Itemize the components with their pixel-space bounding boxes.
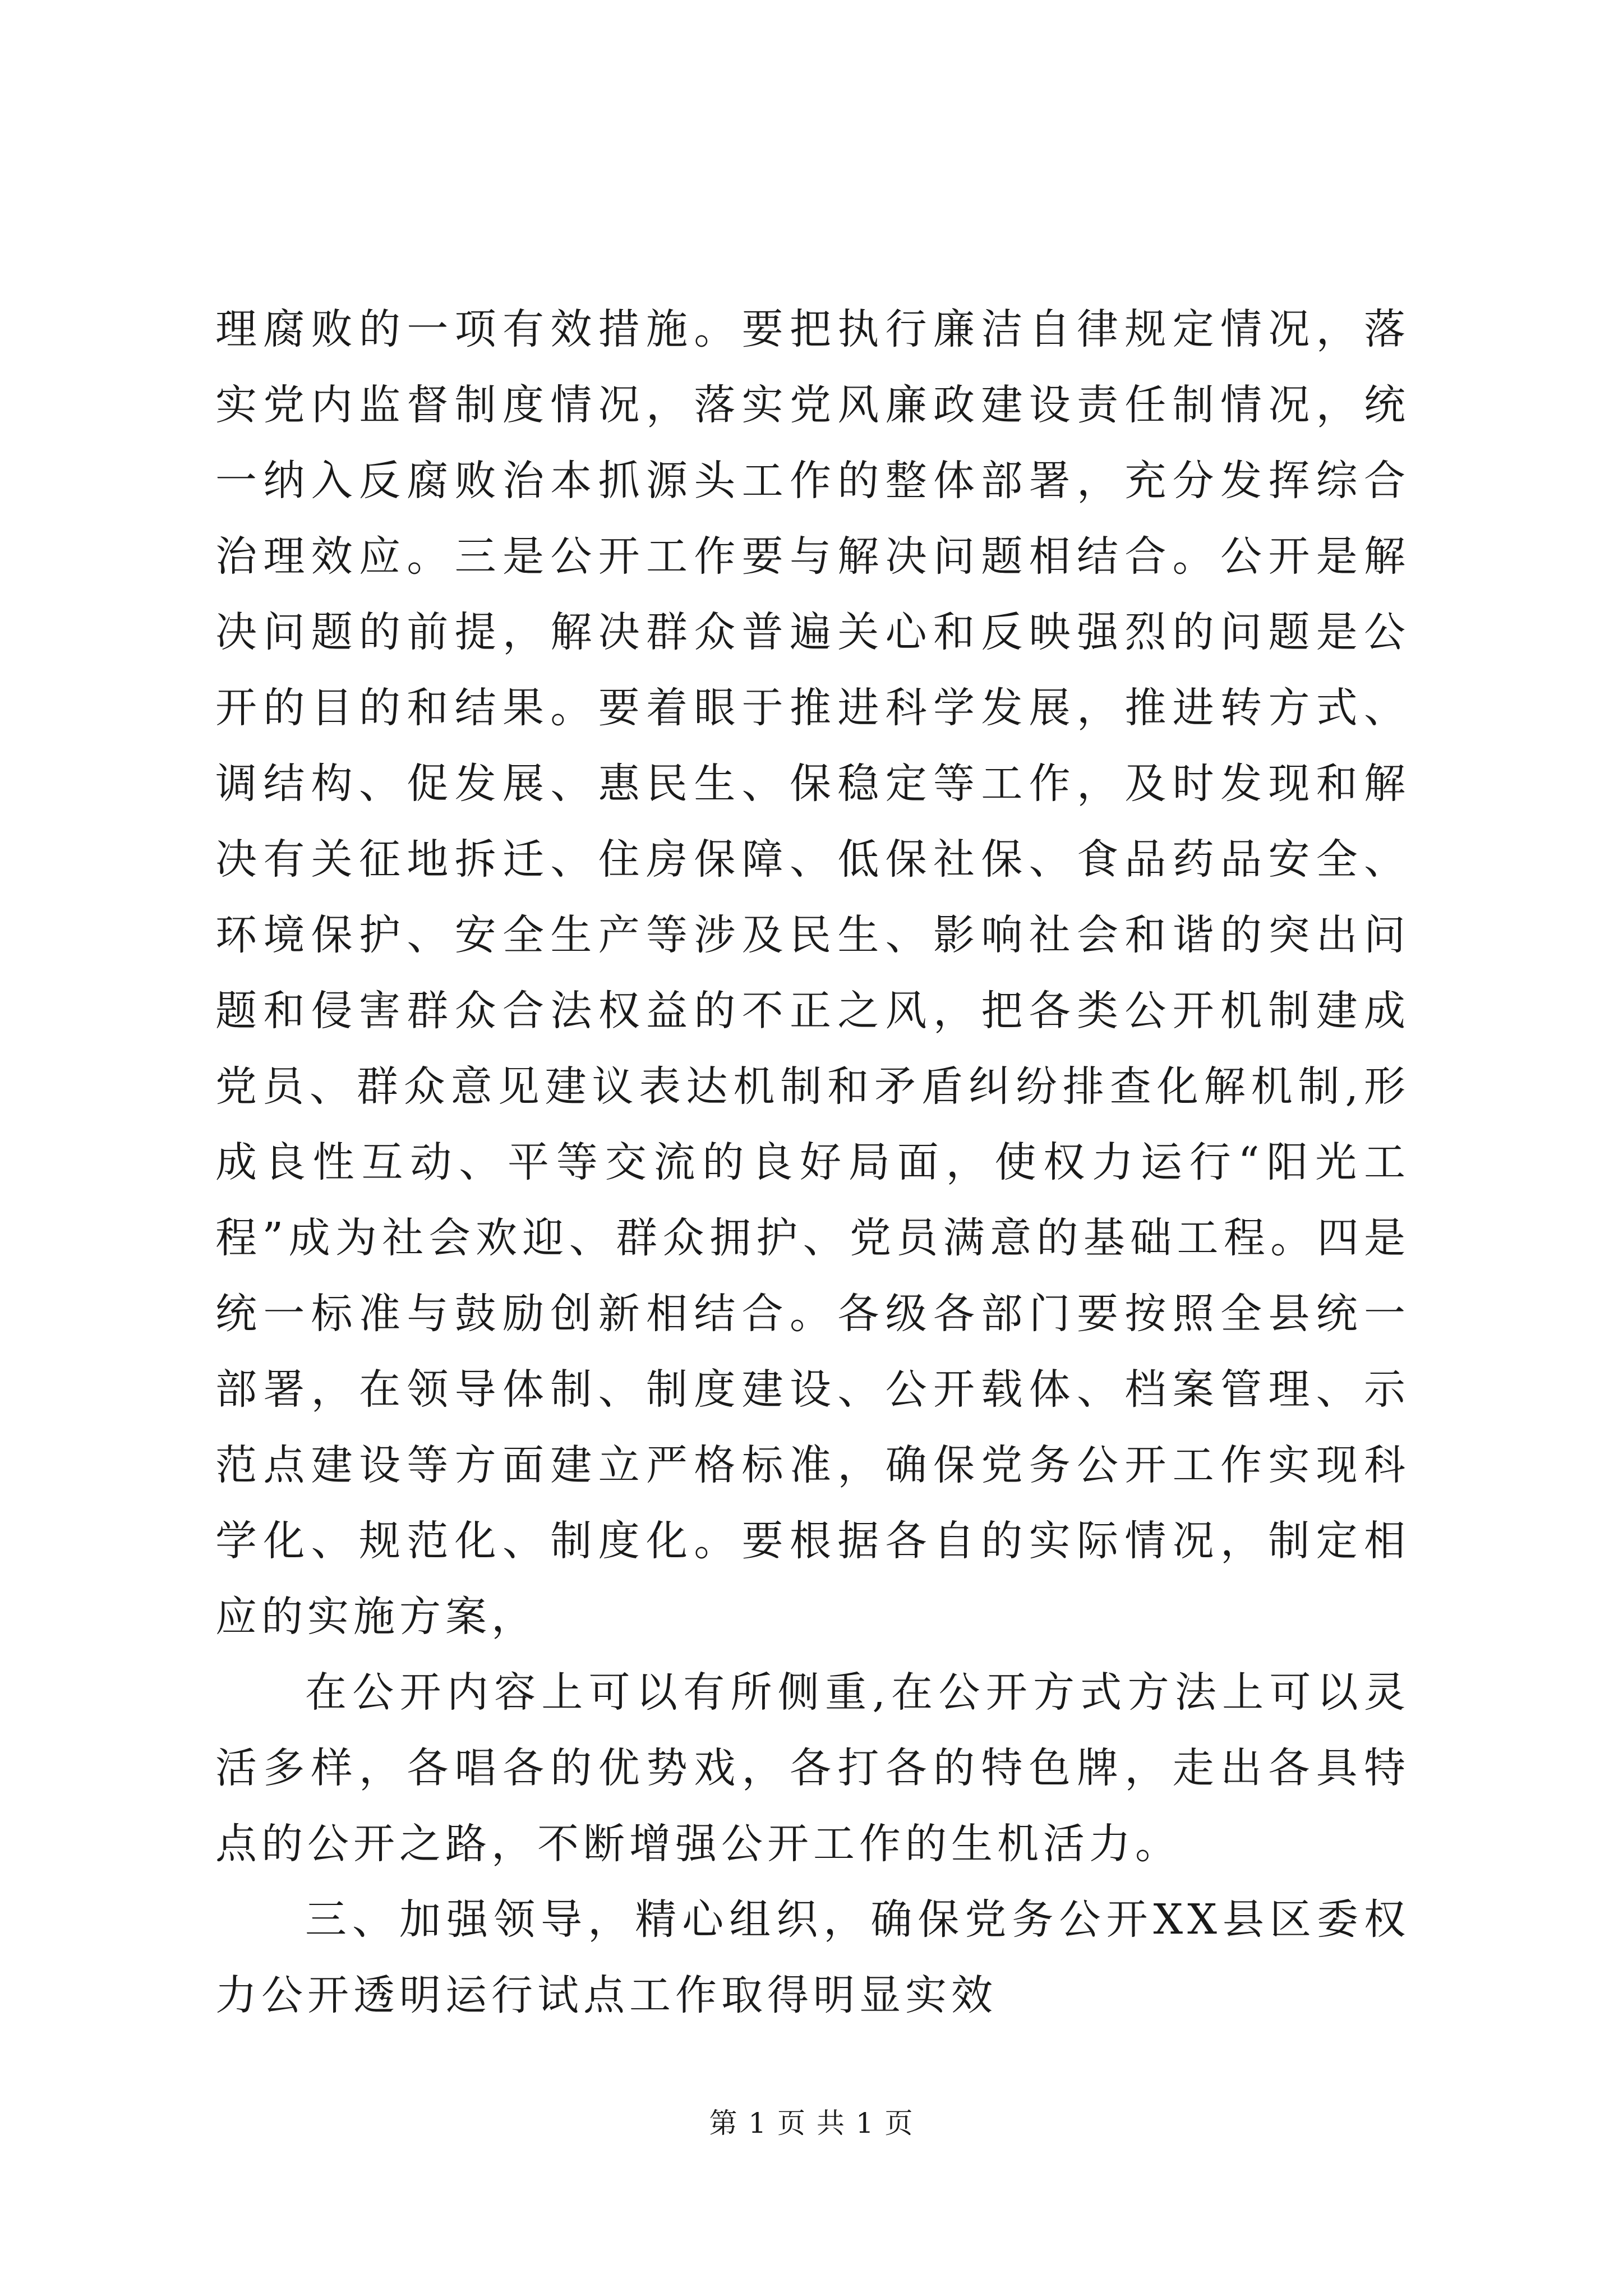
document-body [215, 292, 1410, 2033]
page-footer: 第 1 页 共 1 页 [709, 2107, 914, 2139]
paragraph-2: 在公开内容上可以有所侧重,在公开方式方法上可以灵活多样，各唱各的优势戏，各打各的特色牌，走出各具特点的公开之路，不断增强公开工作的生机活力。 [215, 1668, 1410, 1868]
paragraph-1: 理腐败的一项有效措施。要把执行廉洁自律规定情况，落实党内监督制度情况，落实党风廉政建设责任制情况，统一纳入反腐败治本抓源头工作的整体部署，充分发挥综合治理效应。三是公开工作要与解决问题相结合。公开是解决问题的前提，解决群众普遍关心和反映强烈的问题是公开的目的和结果。要着眼于推进科学发展，推进转方式、调结构、促发展、惠民生、保稳定等工作，及时发现和解决有关征地拆迁、住房保障、低保社保、食品药品安全、环境保护、安全生产等涉及民生、影响社会和谐的突出问题和侵害群众合法权益的不正之风，把各类公开机制建成党员、群众意见建议表达机制和矛盾纠纷排查化解机制,形成良性互动、平等交流的良好局面，使权力运行“阳光工程”成为社会欢迎、群众拥护、党员满意的基础工程。四是统一标准与鼓励创新相结合。各级各部门要按照全县统一部署，在领导体制、制度建设、公开载体、档案管理、示范点建设等方面建立严格标准，确保党务公开工作实现科学化、规范化、制度化。要根据各自的实际情况，制定相应的实施方案， [215, 305, 1410, 1641]
paragraph-3: 三、加强领导，精心组织，确保党务公开XX县区委权力公开透明运行试点工作取得明显实效 [215, 1895, 1410, 2019]
